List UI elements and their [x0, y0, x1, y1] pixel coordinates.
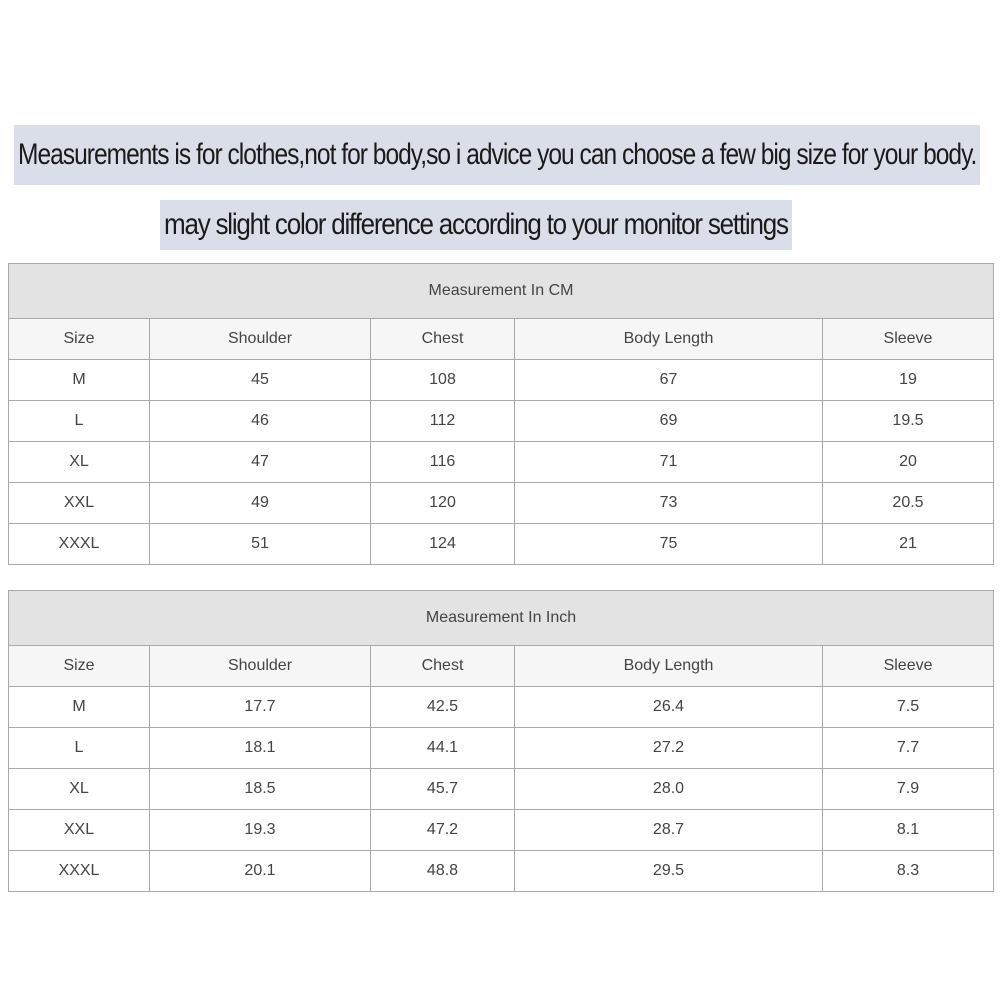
cell-size: XL: [9, 442, 150, 483]
table-row: [9, 401, 994, 442]
cell-shoulder: 49: [150, 483, 371, 524]
table-header-row: [9, 646, 994, 687]
cell-shoulder: 47: [150, 442, 371, 483]
size-chart-inch: [8, 590, 994, 892]
column-header-sleeve: Sleeve: [823, 319, 994, 360]
cell-size: M: [9, 687, 150, 728]
cell-chest: 47.2: [371, 810, 515, 851]
cell-sleeve: 7.7: [823, 728, 994, 769]
cell-body-length: 26.4: [515, 687, 823, 728]
column-header-shoulder: Shoulder: [150, 646, 371, 687]
column-header-size: Size: [9, 646, 150, 687]
cell-body-length: 69: [515, 401, 823, 442]
table-title: Measurement In Inch: [9, 591, 994, 646]
cell-body-length: 28.0: [515, 769, 823, 810]
cell-sleeve: 8.3: [823, 851, 994, 892]
cell-body-length: 71: [515, 442, 823, 483]
cell-body-length: 28.7: [515, 810, 823, 851]
column-header-body-length: Body Length: [515, 319, 823, 360]
column-header-body-length: Body Length: [515, 646, 823, 687]
column-header-size: Size: [9, 319, 150, 360]
column-header-chest: Chest: [371, 319, 515, 360]
cell-shoulder: 20.1: [150, 851, 371, 892]
cell-shoulder: 46: [150, 401, 371, 442]
cell-shoulder: 17.7: [150, 687, 371, 728]
table-row: [9, 360, 994, 401]
table-row: [9, 524, 994, 565]
cell-shoulder: 51: [150, 524, 371, 565]
cell-chest: 42.5: [371, 687, 515, 728]
cell-body-length: 67: [515, 360, 823, 401]
cell-shoulder: 19.3: [150, 810, 371, 851]
cell-chest: 45.7: [371, 769, 515, 810]
column-header-sleeve: Sleeve: [823, 646, 994, 687]
column-header-shoulder: Shoulder: [150, 319, 371, 360]
cell-chest: 112: [371, 401, 515, 442]
table-row: [9, 442, 994, 483]
table-title-row: [9, 264, 994, 319]
cell-sleeve: 7.9: [823, 769, 994, 810]
cell-sleeve: 19.5: [823, 401, 994, 442]
table-header-row: [9, 319, 994, 360]
cell-body-length: 29.5: [515, 851, 823, 892]
table-title: Measurement In CM: [9, 264, 994, 319]
cell-chest: 108: [371, 360, 515, 401]
table-row: [9, 728, 994, 769]
cell-chest: 124: [371, 524, 515, 565]
cell-shoulder: 18.5: [150, 769, 371, 810]
table-title-row: [9, 591, 994, 646]
cell-body-length: 75: [515, 524, 823, 565]
cell-size: XL: [9, 769, 150, 810]
cell-size: XXXL: [9, 851, 150, 892]
table-row: [9, 851, 994, 892]
table-row: [9, 687, 994, 728]
cell-size: M: [9, 360, 150, 401]
cell-sleeve: 20.5: [823, 483, 994, 524]
table-row: [9, 483, 994, 524]
size-chart-cm: [8, 263, 994, 565]
column-header-chest: Chest: [371, 646, 515, 687]
cell-size: XXL: [9, 810, 150, 851]
cell-chest: 120: [371, 483, 515, 524]
cell-sleeve: 7.5: [823, 687, 994, 728]
cell-body-length: 73: [515, 483, 823, 524]
cell-size: L: [9, 401, 150, 442]
cell-chest: 48.8: [371, 851, 515, 892]
cell-shoulder: 18.1: [150, 728, 371, 769]
cell-chest: 44.1: [371, 728, 515, 769]
cell-sleeve: 21: [823, 524, 994, 565]
table-row: [9, 769, 994, 810]
cell-size: XXL: [9, 483, 150, 524]
cell-sleeve: 19: [823, 360, 994, 401]
cell-sleeve: 8.1: [823, 810, 994, 851]
cell-size: XXXL: [9, 524, 150, 565]
cell-body-length: 27.2: [515, 728, 823, 769]
cell-size: L: [9, 728, 150, 769]
cell-sleeve: 20: [823, 442, 994, 483]
clothes-measurement-note: Measurements is for clothes,not for body,so i advice you can choose a few big size for your body.: [14, 125, 980, 185]
cell-chest: 116: [371, 442, 515, 483]
cell-shoulder: 45: [150, 360, 371, 401]
table-row: [9, 810, 994, 851]
color-difference-note: may slight color difference according to your monitor settings: [160, 200, 792, 250]
